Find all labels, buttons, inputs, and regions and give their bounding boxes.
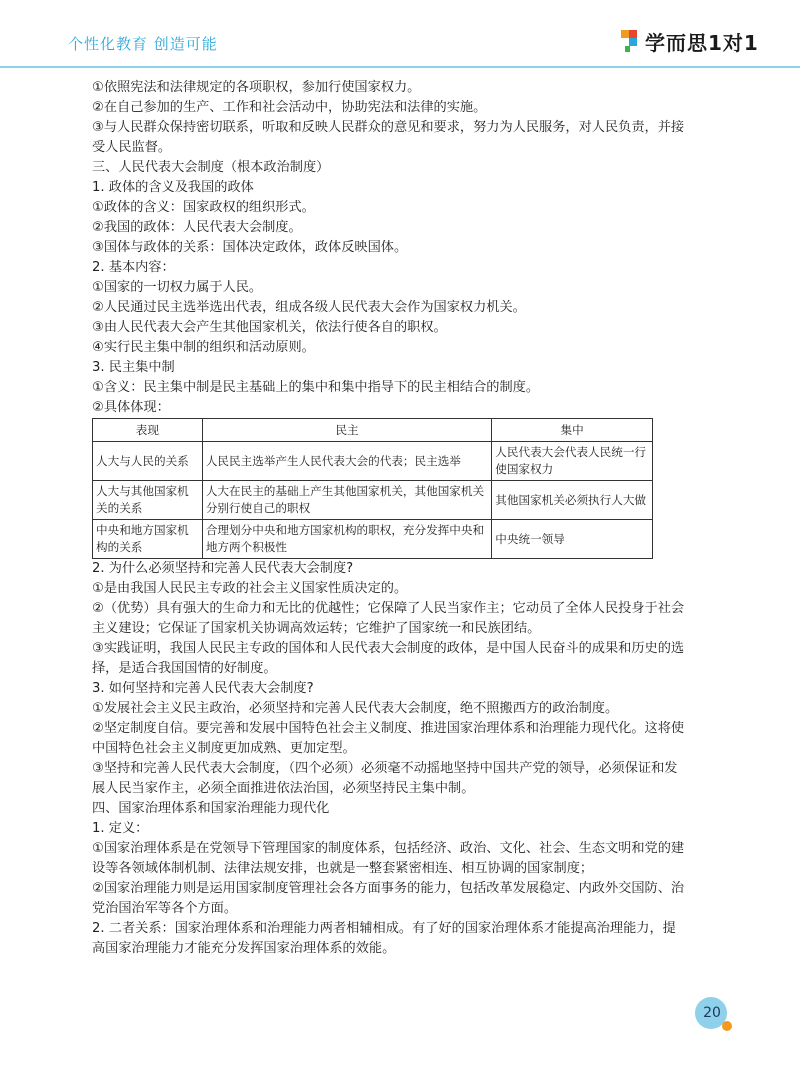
brand-name: 学而思1对1 xyxy=(645,30,759,55)
section-heading: 四、国家治理体系和国家治理能力现代化 xyxy=(92,801,330,816)
text-line: ③坚持和完善人民代表大会制度，（四个必须）必须毫不动摇地坚持中国共产党的领导，必须保证和发 xyxy=(92,761,678,776)
subheading: 2. 基本内容： xyxy=(92,260,175,275)
subheading: 3. 民主集中制 xyxy=(92,360,175,375)
subheading: 1. 定义： xyxy=(92,821,149,836)
text-line: ①国家治理体系是在党领导下管理国家的制度体系，包括经济、政治、文化、社会、生态文明和党的建 xyxy=(92,841,685,856)
subheading: 1. 政体的含义及我国的政体 xyxy=(92,180,254,195)
subheading: 3. 如何坚持和完善人民代表大会制度? xyxy=(92,681,314,696)
table-cell: 中央和地方国家机构的关系 xyxy=(93,520,203,559)
text-line: 展人民当家作主，必须全面推进依法治国，必须坚持民主集中制。 xyxy=(92,781,475,796)
text-line: ③实践证明，我国人民民主专政的国体和人民代表大会制度的政体，是中国人民奋斗的成果和历史的选 xyxy=(92,641,685,656)
text-line: 中国特色社会主义制度更加成熟、更加定型。 xyxy=(92,741,356,756)
text-line: 党治国治军等各个方面。 xyxy=(92,901,238,916)
text-line: ④实行民主集中制的组织和活动原则。 xyxy=(92,340,315,355)
page-number: 20 xyxy=(703,1005,721,1021)
text-line: ②坚定制度自信。要完善和发展中国特色社会主义制度、推进国家治理体系和治理能力现代化。这将使 xyxy=(92,721,685,736)
table-cell: 人大在民主的基础上产生其他国家机关，其他国家机关分别行使自己的职权 xyxy=(202,481,491,520)
table-cell: 中央统一领导 xyxy=(492,520,653,559)
text-line: ③由人民代表大会产生其他国家机关，依法行使各自的职权。 xyxy=(92,320,447,335)
text-line: 受人民监督。 xyxy=(92,140,172,155)
table-header-cell: 民主 xyxy=(202,419,491,442)
text-line: ②我国的政体：人民代表大会制度。 xyxy=(92,220,302,235)
table-cell: 人大与人民的关系 xyxy=(93,442,203,481)
text-line: ②国家治理能力则是运用国家制度管理社会各方面事务的能力，包括改革发展稳定、内政外交国防、治 xyxy=(92,881,685,896)
section-heading: 三、人民代表大会制度（根本政治制度） xyxy=(92,160,330,175)
header-divider xyxy=(0,66,800,68)
table-cell: 人大与其他国家机关的关系 xyxy=(93,481,203,520)
section-before-table xyxy=(92,78,722,418)
document-body xyxy=(92,78,722,959)
text-line: 高国家治理能力才能充分发挥国家治理体系的效能。 xyxy=(92,941,396,956)
section-after-table xyxy=(92,559,722,959)
page-header xyxy=(0,0,800,70)
text-line: ①政体的含义：国家政权的组织形式。 xyxy=(92,200,315,215)
text-line: ①国家的一切权力属于人民。 xyxy=(92,280,263,295)
table-header-cell: 表现 xyxy=(93,419,203,442)
table-row xyxy=(93,481,653,520)
text-line: ③国体与政体的关系：国体决定政体，政体反映国体。 xyxy=(92,240,408,255)
text-line: ①含义：民主集中制是民主基础上的集中和集中指导下的民主相结合的制度。 xyxy=(92,380,540,395)
text-line: ③与人民群众保持密切联系，听取和反映人民群众的意见和要求，努力为人民服务，对人民负责，并接 xyxy=(92,120,685,135)
text-line: ②人民通过民主选举选出代表，组成各级人民代表大会作为国家权力机关。 xyxy=(92,300,526,315)
table-cell: 其他国家机关必须执行人大做 xyxy=(492,481,653,520)
table-header-cell: 集中 xyxy=(492,419,653,442)
brand-logo-icon xyxy=(619,28,639,54)
text-line: ①发展社会主义民主政治，必须坚持和完善人民代表大会制度，绝不照搬西方的政治制度。 xyxy=(92,701,619,716)
text-line: 2. 二者关系：国家治理体系和治理能力两者相辅相成。有了好的国家治理体系才能提高治理能力，提 xyxy=(92,921,676,936)
text-line: ②（优势）具有强大的生命力和无比的优越性；它保障了人民当家作主；它动员了全体人民投身于社会 xyxy=(92,601,685,616)
table-header-row xyxy=(93,419,653,442)
text-line: 择，是适合我国国情的好制度。 xyxy=(92,661,277,676)
table-cell: 人民民主选举产生人民代表大会的代表；民主选举 xyxy=(202,442,491,481)
text-line: ②具体体现： xyxy=(92,400,170,415)
header-slogan: 个性化教育 创造可能 xyxy=(68,35,218,53)
text-line: ②在自己参加的生产、工作和社会活动中，协助宪法和法律的实施。 xyxy=(92,100,487,115)
table-row xyxy=(93,520,653,559)
subheading: 2. 为什么必须坚持和完善人民代表大会制度? xyxy=(92,561,354,576)
table-row xyxy=(93,442,653,481)
table-cell: 合理划分中央和地方国家机构的职权，充分发挥中央和地方两个积极性 xyxy=(202,520,491,559)
democratic-centralism-table xyxy=(92,418,653,559)
table-cell: 人民代表大会代表人民统一行使国家权力 xyxy=(492,442,653,481)
text-line: ①依照宪法和法律规定的各项职权，参加行使国家权力。 xyxy=(92,80,421,95)
text-line: 设等各领域体制机制、法律法规安排，也就是一整套紧密相连、相互协调的国家制度； xyxy=(92,861,594,876)
brand-logo-group xyxy=(619,26,759,56)
text-line: 主义建设；它保证了国家机关协调高效运转；它维护了国家统一和民族团结。 xyxy=(92,621,541,636)
text-line: ①是由我国人民民主专政的社会主义国家性质决定的。 xyxy=(92,581,408,596)
